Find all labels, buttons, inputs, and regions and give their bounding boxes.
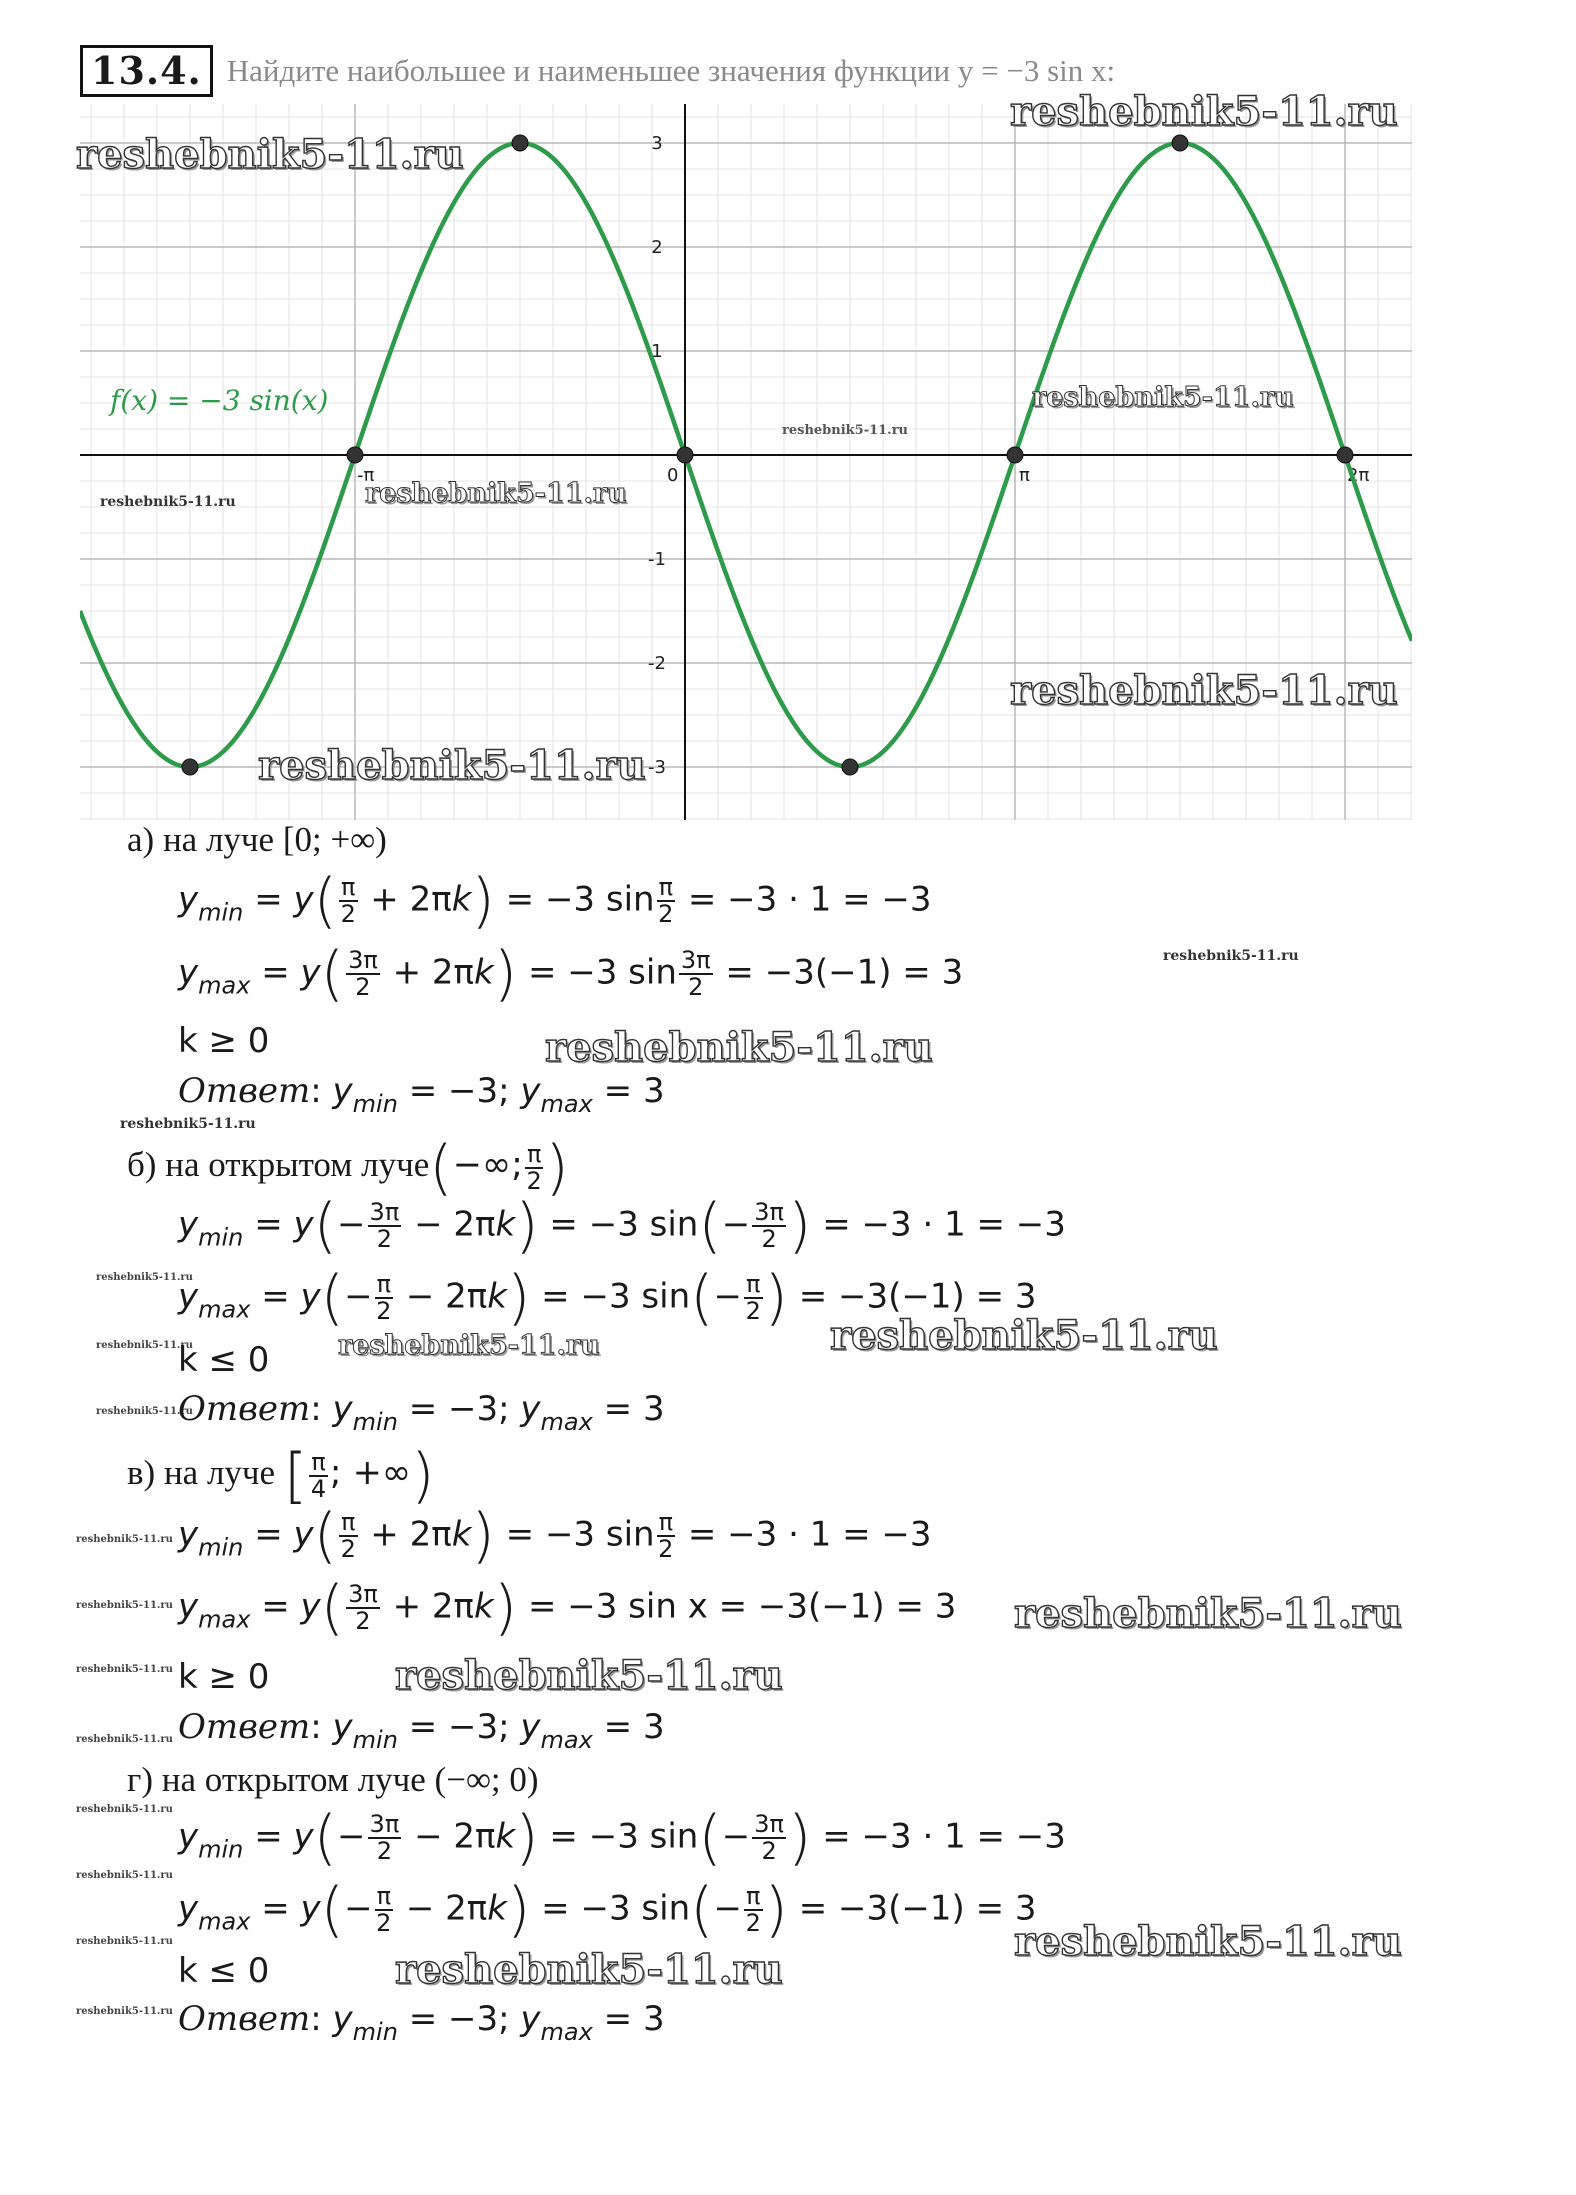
part-b-header: б) на открытом луче(−∞; $\frac{\pi}{2}$ ) — [127, 1133, 569, 1204]
watermark: reshebnik5-11.ru — [96, 1340, 193, 1351]
part-a-ymax: $y_{max} = y$( $\frac{3\pi}{2}$ + 2πk) = −3 sin $\frac{3\pi}{2}$ = −3(−1) = 3 — [178, 939, 964, 1010]
y-tick-label: -1 — [648, 549, 666, 570]
function-label: f(x) = −3 sin(x) — [110, 384, 329, 417]
watermark: reshebnik5-11.ru — [1014, 1918, 1402, 1965]
watermark: reshebnik5-11.ru — [76, 1534, 173, 1545]
x-tick-label: 2π — [1347, 465, 1370, 486]
part-v-ymax: $y_{max} = y$( $\frac{3\pi}{2}$ + 2πk) = −3 sin x = −3(−1) = 3 — [178, 1573, 957, 1644]
y-tick-label: 3 — [651, 133, 663, 154]
watermark: reshebnik5-11.ru — [830, 1312, 1218, 1359]
watermark: reshebnik5-11.ru — [100, 494, 236, 510]
x-tick-label: -π — [357, 465, 375, 486]
y-tick-label: 1 — [651, 341, 663, 362]
watermark: reshebnik5-11.ru — [395, 1946, 783, 1993]
problem-number: 13.4. — [80, 45, 213, 97]
watermark: reshebnik5-11.ru — [96, 1406, 193, 1417]
problem-header — [80, 44, 1115, 98]
watermark: reshebnik5-11.ru — [545, 1024, 933, 1071]
watermark: reshebnik5-11.ru — [120, 1116, 256, 1132]
watermark: reshebnik5-11.ru — [76, 2006, 173, 2017]
graph-point — [677, 447, 693, 463]
part-b-k: k ≤ 0 — [178, 1340, 270, 1380]
graph-point — [182, 759, 198, 775]
watermark: reshebnik5-11.ru — [76, 1936, 173, 1947]
y-tick-label: -2 — [648, 653, 666, 674]
watermark: reshebnik5-11.ru — [76, 1734, 173, 1745]
part-v-header: в) на луче [ $\frac{\pi}{4}$ ; +∞) — [127, 1441, 435, 1512]
watermark: reshebnik5-11.ru — [1163, 948, 1299, 964]
graph-point — [842, 759, 858, 775]
graph-point — [347, 447, 363, 463]
part-b-answer: Ответ: $y_{min} = -3$; $y_{max} = 3$ — [178, 1389, 665, 1436]
part-a-answer: Ответ: $y_{min} = -3$; $y_{max} = 3$ — [178, 1071, 665, 1118]
part-a-ymin: $y_{min} = y$( $\frac{\pi}{2}$ + 2πk) = −3 sin $\frac{\pi}{2}$ = −3 · 1 = −3 — [178, 866, 932, 937]
problem-text: Найдите наибольшее и наименьшее значения функции y = −3 sin x: — [226, 53, 1116, 88]
part-v-condition: на луче — [163, 1453, 276, 1493]
watermark: reshebnik5-11.ru — [96, 1272, 193, 1283]
watermark: reshebnik5-11.ru — [1014, 1590, 1402, 1637]
part-g-k: k ≤ 0 — [178, 1951, 270, 1991]
x-tick-label: π — [1019, 465, 1030, 486]
watermark: reshebnik5-11.ru — [395, 1652, 783, 1699]
graph-point — [1007, 447, 1023, 463]
x-tick-label: 0 — [667, 465, 679, 486]
watermark: reshebnik5-11.ru — [338, 1330, 600, 1361]
part-a-label: а) — [127, 820, 155, 859]
part-b-condition: на открытом луче — [165, 1145, 430, 1185]
part-g-condition: на открытом луче (−∞; 0) — [161, 1760, 539, 1799]
watermark: reshebnik5-11.ru — [782, 423, 909, 438]
part-v-ymin: $y_{min} = y$( $\frac{\pi}{2}$ + 2πk) = −3 sin $\frac{\pi}{2}$ = −3 · 1 = −3 — [178, 1501, 932, 1572]
part-g-header — [127, 1762, 539, 1797]
watermark: reshebnik5-11.ru — [1032, 382, 1294, 413]
part-g-answer: Ответ: $y_{min} = -3$; $y_{max} = 3$ — [178, 1999, 665, 2046]
watermark: reshebnik5-11.ru — [1010, 88, 1398, 135]
part-b-ymin: $y_{min} = y(-$ $\frac{3\pi}{2}$ − 2πk) = −3 sin(− $\frac{3\pi}{2}$ ) = −3 · 1 = −3 — [178, 1191, 1066, 1262]
part-b-ymax: $y_{max} = y(-$ $\frac{\pi}{2}$ − 2πk) = −3 sin(− $\frac{\pi}{2}$ ) = −3(−1) = 3 — [178, 1263, 1037, 1334]
y-tick-label: 2 — [651, 237, 663, 258]
watermark: reshebnik5-11.ru — [76, 1600, 173, 1611]
part-b-label: б) — [127, 1145, 157, 1185]
y-tick-label: -3 — [648, 757, 666, 778]
part-g-ymin: $y_{min} = y(-$ $\frac{3\pi}{2}$ − 2πk) = −3 sin(− $\frac{3\pi}{2}$ ) = −3 · 1 = −3 — [178, 1803, 1066, 1874]
graph-point — [1337, 447, 1353, 463]
part-v-k: k ≥ 0 — [178, 1657, 270, 1697]
graph-point — [1172, 135, 1188, 151]
watermark: reshebnik5-11.ru — [258, 742, 646, 789]
part-v-answer: Ответ: $y_{min} = -3$; $y_{max} = 3$ — [178, 1707, 665, 1754]
part-g-ymax: $y_{max} = y(-$ $\frac{\pi}{2}$ − 2πk) = −3 sin(− $\frac{\pi}{2}$ ) = −3(−1) = 3 — [178, 1875, 1037, 1946]
watermark: reshebnik5-11.ru — [1010, 667, 1398, 714]
watermark: reshebnik5-11.ru — [76, 131, 464, 178]
watermark: reshebnik5-11.ru — [76, 1664, 173, 1675]
part-a-k: k ≥ 0 — [178, 1021, 270, 1061]
watermark: reshebnik5-11.ru — [365, 478, 627, 509]
watermark: reshebnik5-11.ru — [76, 1804, 173, 1815]
graph-point — [512, 135, 528, 151]
part-a-condition: на луче [0; +∞) — [162, 820, 387, 859]
watermark: reshebnik5-11.ru — [76, 1870, 173, 1881]
part-a-header — [127, 822, 387, 857]
part-v-label: в) — [127, 1453, 156, 1493]
part-g-label: г) — [127, 1760, 154, 1799]
